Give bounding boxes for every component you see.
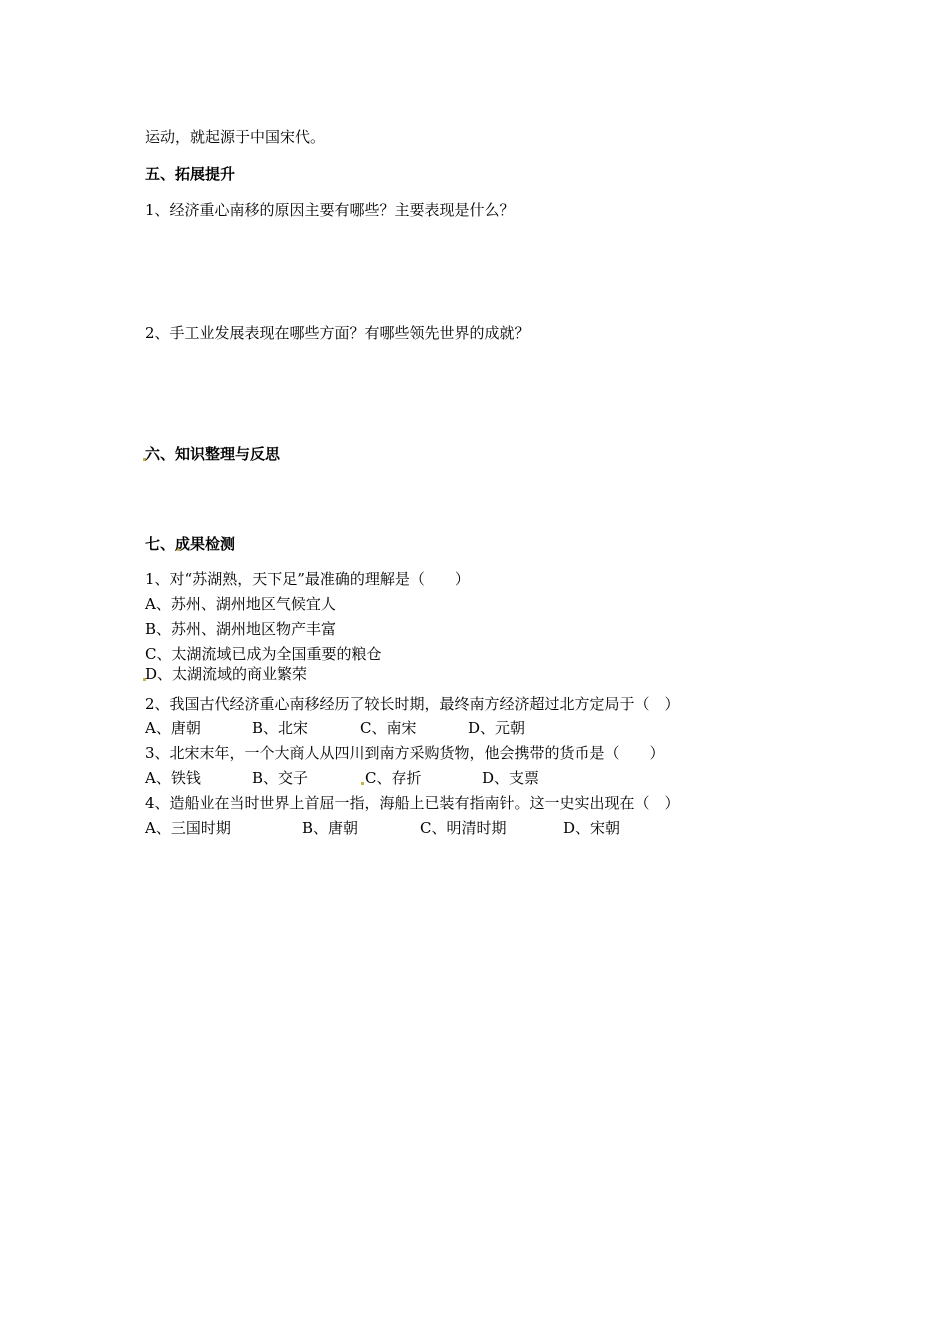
q3-options-row [145,768,845,788]
q2-option-d: D、元朝 [468,719,526,737]
q3-stem: 3、北宋末年，一个大商人从四川到南方采购货物，他会携带的货币是（ ） [145,744,665,762]
q4-stem: 4、造船业在当时世界上首屈一指，海船上已装有指南针。这一史实出现在（ ） [145,794,680,812]
q4-option-a: A、三国时期 [145,819,231,837]
q2-options-row [145,718,845,738]
q4-option-b: B、唐朝 [302,819,359,837]
q1-option-c: C、太湖流域已成为全国重要的粮仓 [145,645,382,663]
section6-title: 六、知识整理与反思 [145,445,281,463]
q3-option-d: D、支票 [482,769,540,787]
q4-option-d: D、宋朝 [563,819,621,837]
q1-option-d: D、太湖流域的商业繁荣 [145,665,308,683]
q1-option-a: A、苏州、湖州地区气候宜人 [145,595,336,613]
q4-options-row [145,818,845,838]
intro-tail-text: 运动，就起源于中国宋代。 [145,128,326,146]
q3-option-b: B、交子 [252,769,309,787]
q2-option-b: B、北宋 [252,719,309,737]
q3-option-c: C、存折 [365,769,422,787]
q1-option-b: B、苏州、湖州地区物产丰富 [145,620,337,638]
q2-option-c: C、南宋 [360,719,417,737]
section7-title: 七、成果检测 [145,535,236,553]
section5-question-1: 1、经济重心南移的原因主要有哪些？主要表现是什么？ [145,201,515,219]
q3-option-a: A、铁钱 [145,769,201,787]
q2-stem: 2、我国古代经济重心南移经历了较长时期，最终南方经济超过北方定局于（ ） [145,695,680,713]
edit-mark [361,782,364,785]
section5-title: 五、拓展提升 [145,165,236,183]
q4-option-c: C、明清时期 [420,819,507,837]
q2-option-a: A、唐朝 [145,719,201,737]
section5-question-2: 2、手工业发展表现在哪些方面？有哪些领先世界的成就？ [145,324,530,342]
q1-stem: 1、对“苏湖熟，天下足”最准确的理解是（ ） [145,570,470,588]
